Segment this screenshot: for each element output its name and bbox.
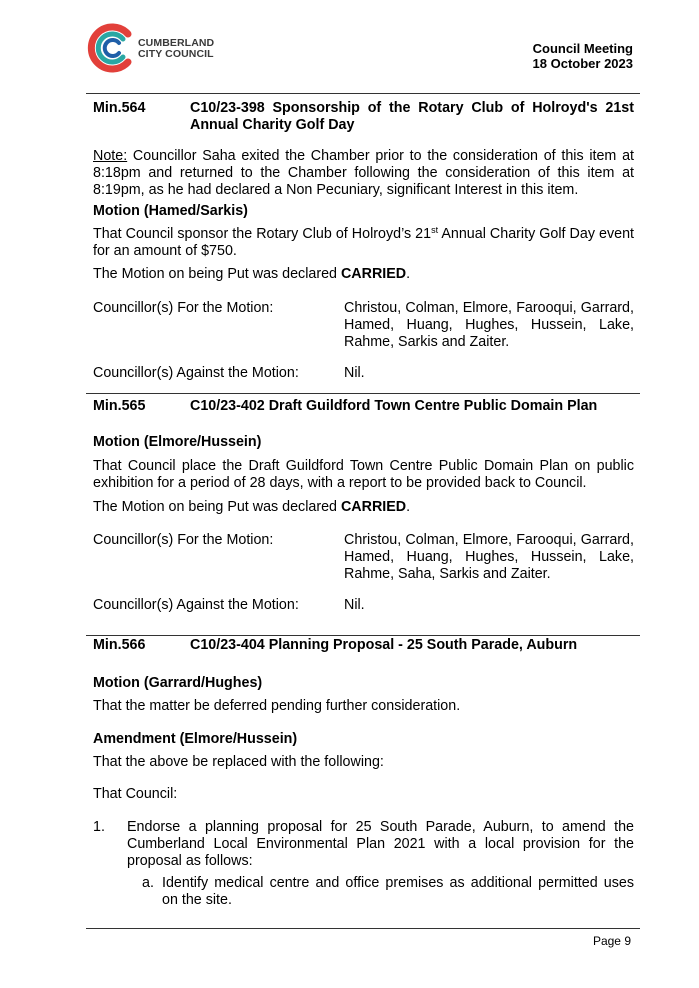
result-value: CARRIED (340, 266, 407, 282)
meeting-title: Council Meeting (532, 41, 633, 56)
sub-list-marker: a. (142, 875, 154, 891)
minute-number: Min.566 (93, 637, 146, 653)
list-item-text: Endorse a planning proposal for 25 South Parade, Auburn, to amend the Cumberland Local Environmental Plan 2021 with a local provision for the proposal as follows: (127, 819, 634, 869)
motion-text: That Council place the Draft Guildford Town Centre Public Domain Plan on public exhibition for a period of 28 days, with a report to be provided back to Council. (93, 458, 634, 491)
motion-heading: Motion (Elmore/Hussein) (93, 434, 262, 450)
org-name (138, 38, 214, 60)
motion-result: The Motion on being Put was declared CARRIED. (93, 266, 411, 282)
sub-list-item-text: Identify medical centre and office premises as additional permitted uses on the site. (162, 875, 634, 908)
for-names: Christou, Colman, Elmore, Farooqui, Garrard, Hamed, Huang, Hughes, Hussein, Lake, Rahme, Saha, Sarkis and Zaiter. (344, 532, 634, 582)
page-number: Page 9 (592, 934, 631, 948)
section-divider (86, 93, 640, 94)
note-text: Councillor Saha exited the Chamber prior to the consideration of this item at 8:18pm and returned to the Chamber following the consideration of this item at 8:19pm, as he had declared a Non Pecuniary, significant Interest in this item. (93, 148, 634, 198)
that-council: That Council: (93, 786, 178, 802)
footer-divider (86, 928, 640, 929)
for-label: Councillor(s) For the Motion: (93, 532, 274, 548)
against-label: Councillor(s) Against the Motion: (93, 365, 299, 381)
amendment-heading: Amendment (Elmore/Hussein) (93, 731, 298, 747)
motion-text: That Council sponsor the Rotary Club of Holroyd’s 21st Annual Charity Golf Day event for an amount of $750. (93, 225, 634, 259)
note-label: Note: (93, 148, 128, 164)
meeting-info (533, 41, 633, 71)
minute-number: Min.565 (93, 398, 146, 414)
note-paragraph (93, 148, 634, 199)
amendment-intro: That the above be replaced with the following: (93, 754, 384, 770)
list-marker: 1. (93, 819, 105, 835)
section-divider (86, 393, 640, 394)
minute-number: Min.564 (93, 100, 146, 116)
motion-text: That the matter be deferred pending further consideration. (93, 698, 461, 714)
against-label: Councillor(s) Against the Motion: (93, 597, 299, 613)
minute-title: C10/23-398 Sponsorship of the Rotary Club of Holroyd's 21st Annual Charity Golf Day (190, 100, 634, 133)
against-names: Nil. (344, 365, 365, 381)
org-name-line1: CUMBERLAND (138, 37, 215, 49)
against-names: Nil. (344, 597, 365, 613)
result-value: CARRIED (340, 499, 407, 515)
section-divider (86, 635, 640, 636)
motion-result: The Motion on being Put was declared CARRIED. (93, 499, 411, 515)
cumberland-logo-icon (86, 22, 138, 74)
minute-title: C10/23-402 Draft Guildford Town Centre Public Domain Plan (190, 398, 598, 414)
for-names: Christou, Colman, Elmore, Farooqui, Garrard, Hamed, Huang, Hughes, Hussein, Lake, Rahme, Sarkis and Zaiter. (344, 300, 634, 350)
meeting-date: 18 October 2023 (532, 56, 633, 71)
org-name-line2: CITY COUNCIL (138, 48, 214, 60)
motion-heading: Motion (Hamed/Sarkis) (93, 203, 248, 219)
for-label: Councillor(s) For the Motion: (93, 300, 274, 316)
motion-heading: Motion (Garrard/Hughes) (93, 675, 263, 691)
minute-title: C10/23-404 Planning Proposal - 25 South Parade, Auburn (190, 637, 578, 653)
